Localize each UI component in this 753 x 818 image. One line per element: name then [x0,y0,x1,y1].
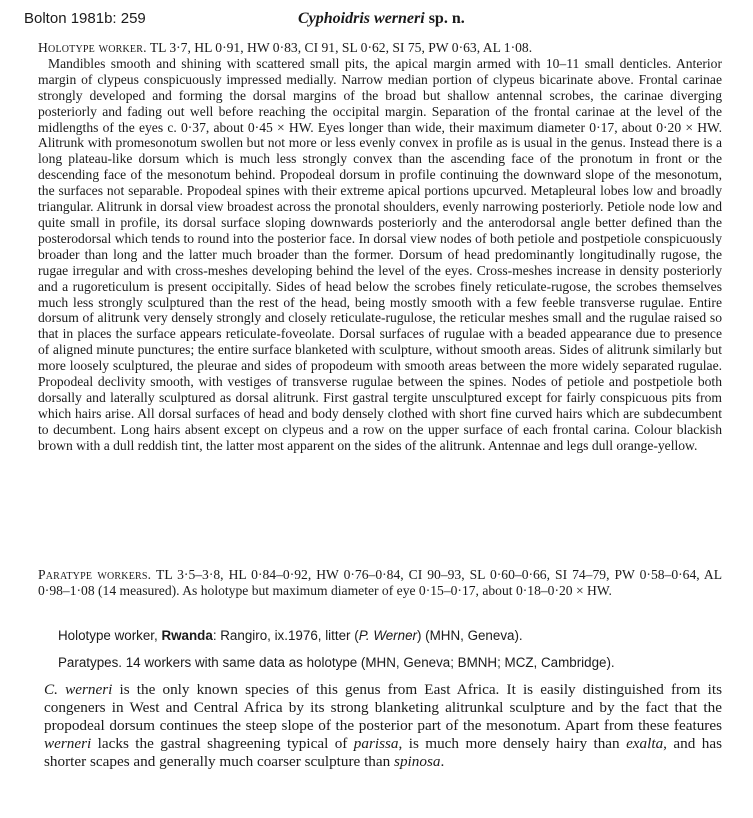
paratype-paragraph [38,567,722,599]
paratype-description: As holotype but maximum diameter of eye 0·15–0·17, about 0·18–0·20 × HW. [182,582,612,598]
remarks-text-2: lacks the gastral shagreening typical of [91,735,354,752]
holotype-label: Holotype worker. [38,40,147,55]
holotype-measurements-line [38,40,722,56]
holotype-measurements: TL 3·7, HL 0·91, HW 0·83, CI 91, SL 0·62, SI 75, PW 0·63, AL 1·08. [149,40,533,55]
remarks-werneri: werneri [44,735,92,752]
remarks-spinosa: spinosa [394,753,441,770]
remarks-text-5: . [440,753,445,770]
material-country: Rwanda [161,628,213,643]
remarks-text-4: , and has shorter scapes and generally much coarser sculpture than [44,735,722,770]
species-status: sp. n. [428,10,465,27]
remarks-species: C. werneri [44,681,113,698]
species-title [298,10,465,28]
holotype-section [38,40,722,454]
material-depository: ) (MHN, Geneva). [417,628,523,643]
remarks-text-3: , is much more densely hairy than [398,735,627,752]
citation: Bolton 1981b: 259 [24,10,146,27]
paratype-measurements: TL 3·5–3·8, HL 0·84–0·92, HW 0·76–0·84, CI 90–93, SL 0·60–0·66, SI 74–79, PW 0·58–0·64, AL 0·98–1·08 (14 measured). [38,567,723,598]
remarks-text-1: is the only known species of this genus from East Africa. It is easily distinguished from its congeners in West and Central Africa by its strong blanketing alitrunkal sculpture and by the fact that the propodeal dorsum continues the steep slope of the posterior part of the mesonotum. Apart from these features [44,681,722,734]
paratype-section [38,567,722,599]
holotype-description: Mandibles smooth and shining with scattered small pits, the apical margin armed with 10–11 small denticles. Anterior margin of clypeus conspicuously impressed medially. Narrow median portion of clypeus bicarinate above. Frontal carinae strongly developed and forming the dorsal margins of the broad but shallow antennal scrobes, the carinae diverging posteriorly and fading out well before reaching the occipital margin. Separation of the frontal carinae at the level of the midlengths of the eyes c. 0·37, about 0·45 × HW. Eyes longer than wide, their maximum diameter 0·17, about 0·20 × HW. Alitrunk with promesonotum swollen but not more or less evenly convex in profile as is usual in the genus. Instead there is a long plateau-like dorsum which is much less strongly convex than the ascending face of the pronotum in front or the descending face of the mesonotum behind. Propodeal dorsum in profile continuing the downward slope of the mesonotum, the surfaces not separable. Propodeal spines with their extreme apical portions upcurved. Metapleural lobes low and broadly triangular. Alitrunk in dorsal view broadest across the pronotal shoulders, evenly narrowing posteriorly. Petiole node low and quite small in profile, its dorsal surface sloping downwards posteriorly and the anterodorsal angle better defined than the posterodorsal which tends to round into the posterior face. In dorsal view nodes of both petiole and postpetiole conspicuously broader than long and the latter much broader than the former. Dorsum of head predominantly longitudinally rugose, the rugae irregular and with cross-meshes developing behind the level of the eyes. Cross-meshes increase in density posteriorly and a rugoreticulum is present occipitally. Sides of head below the scrobes finely reticulate-rugose, the scrobes themselves much less strongly sculptured than the rest of the head, being mostly smooth with a few feeble transverse rugulae. Entire dorsum of alitrunk very densely strongly and closely reticulate-rugulose, the reticular meshes small and the rugulae raised so that in places the surface appears reticulate-foveolate. Dorsal surfaces of rugulae with a beaded appearance due to presence of aligned minute punctures; the entire surface blanketed with sculpture, without smooth areas. Sides of alitrunk similarly but more loosely sculptured, the pleurae and sides of propodeum with smooth areas between the more widely separated rugulae. Propodeal declivity smooth, with vestiges of transverse rugulae between the spines. Nodes of petiole and postpetiole both dorsally and laterally sculptured as dorsal alitrunk. First gastral tergite unsculptured except for fairly conspicuous pits from which hairs arise. All dorsal surfaces of head and body densely clothed with short fine curved hairs which are subdecumbent to decumbent. Long hairs absent except on clypeus and a row on the upper surface of each frontal carina. Colour blackish brown with a dull reddish tint, the latter most apparent on the sides of the alitrunk. Antennae and legs dull orange-yellow. [38,55,722,453]
material-holotype [58,628,728,644]
remarks-exalta: exalta [626,735,664,752]
remarks [44,681,722,771]
material-paratypes: Paratypes. 14 workers with same data as holotype (MHN, Geneva; BMNH; MCZ, Cambridge). [58,655,615,670]
species-name: Cyphoidris werneri [298,10,425,27]
material-holotype-prefix: Holotype worker, [58,628,158,643]
paratype-label: Paratype workers. [38,567,152,582]
material-locality: : Rangiro, ix.1976, litter ( [212,628,359,643]
header [18,6,738,30]
remarks-parissa: parissa [353,735,399,752]
material-collector: P. Werner [358,628,417,643]
